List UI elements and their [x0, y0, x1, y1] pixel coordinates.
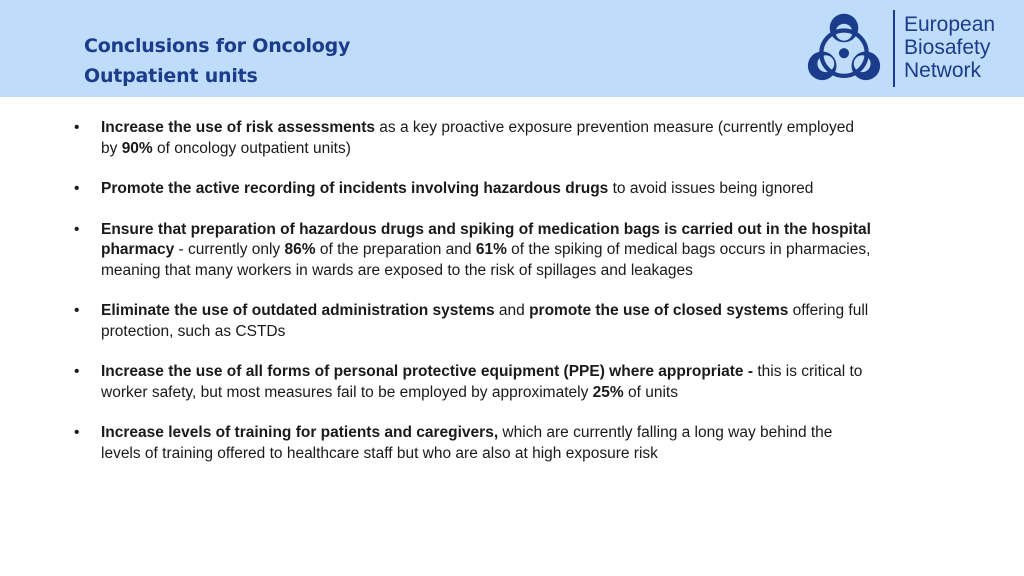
bullet-dot: •: [74, 302, 80, 319]
bullet-emphasis: Increase the use of all forms of personal protective equipment (PPE) where appropriate -: [101, 363, 754, 380]
page-title: [84, 31, 484, 91]
bullet-dot: •: [74, 220, 80, 238]
bullet-text: of the preparation and: [315, 241, 476, 258]
bullet-text: this is critical to worker safety, but most measures fail to be employed by approximately: [101, 363, 863, 401]
bullet-text: of units: [623, 383, 678, 401]
logo-divider: [893, 10, 895, 87]
bullet-emphasis: 25%: [592, 383, 624, 401]
bullet-text: offering full protection, such as CSTDs: [101, 302, 869, 340]
bullet-emphasis: Increase levels of training for patients and caregivers,: [101, 424, 499, 441]
bullet-text: of the spiking of medical bags occurs in pharmacies, meaning that many workers in wards are exposed to the risk of spillages and leakages: [101, 241, 871, 279]
bullet-text: as a key proactive exposure prevention measure (currently employed by: [101, 119, 855, 157]
bullet-emphasis: 86%: [284, 241, 316, 258]
bullet-emphasis: Promote the active recording of incidents involving hazardous drugs: [101, 180, 609, 197]
bullet-emphasis: Increase the use of risk assessments: [101, 119, 375, 136]
list-item-incident-recording: [74, 179, 874, 200]
logo-line-3: Network: [904, 59, 982, 82]
bullet-dot: •: [74, 424, 80, 441]
list-item-ppe: [74, 362, 874, 403]
bullet-emphasis: 90%: [121, 139, 153, 157]
biohazard-icon: [802, 7, 886, 91]
page-title-line-1: Conclusions for Oncology: [84, 35, 351, 57]
bullet-text: - currently only: [174, 241, 285, 258]
list-item-training: [74, 423, 874, 464]
bullet-text: which are currently falling a long way behind the levels of training offered to healthcare staff but who are also at high exposure risk: [101, 424, 833, 462]
list-item-pharmacy-preparation: [74, 220, 874, 282]
list-item-risk-assessments: [74, 118, 874, 159]
header-banner: [0, 0, 1024, 97]
bullet-dot: •: [74, 180, 80, 197]
logo-wordmark: [904, 13, 1024, 82]
bullet-text: to avoid issues being ignored: [608, 180, 814, 197]
conclusions-list: [74, 118, 874, 484]
bullet-dot: •: [74, 119, 80, 136]
bullet-emphasis: 61%: [475, 241, 507, 258]
bullet-text: of oncology outpatient units): [152, 139, 351, 157]
bullet-dot: •: [74, 363, 80, 380]
page-title-line-2: Outpatient units: [84, 65, 258, 87]
bullet-text: and: [494, 302, 530, 319]
bullet-emphasis: Eliminate the use of outdated administration systems: [101, 302, 495, 319]
list-item-closed-systems: [74, 301, 874, 342]
logo-line-2: Biosafety: [904, 36, 991, 59]
logo-line-1: European: [904, 13, 996, 36]
bullet-emphasis: Ensure that preparation of hazardous drugs and spiking of medication bags is carried out in the hospital pharmacy: [101, 220, 871, 258]
bullet-emphasis: promote the use of closed systems: [529, 302, 789, 319]
